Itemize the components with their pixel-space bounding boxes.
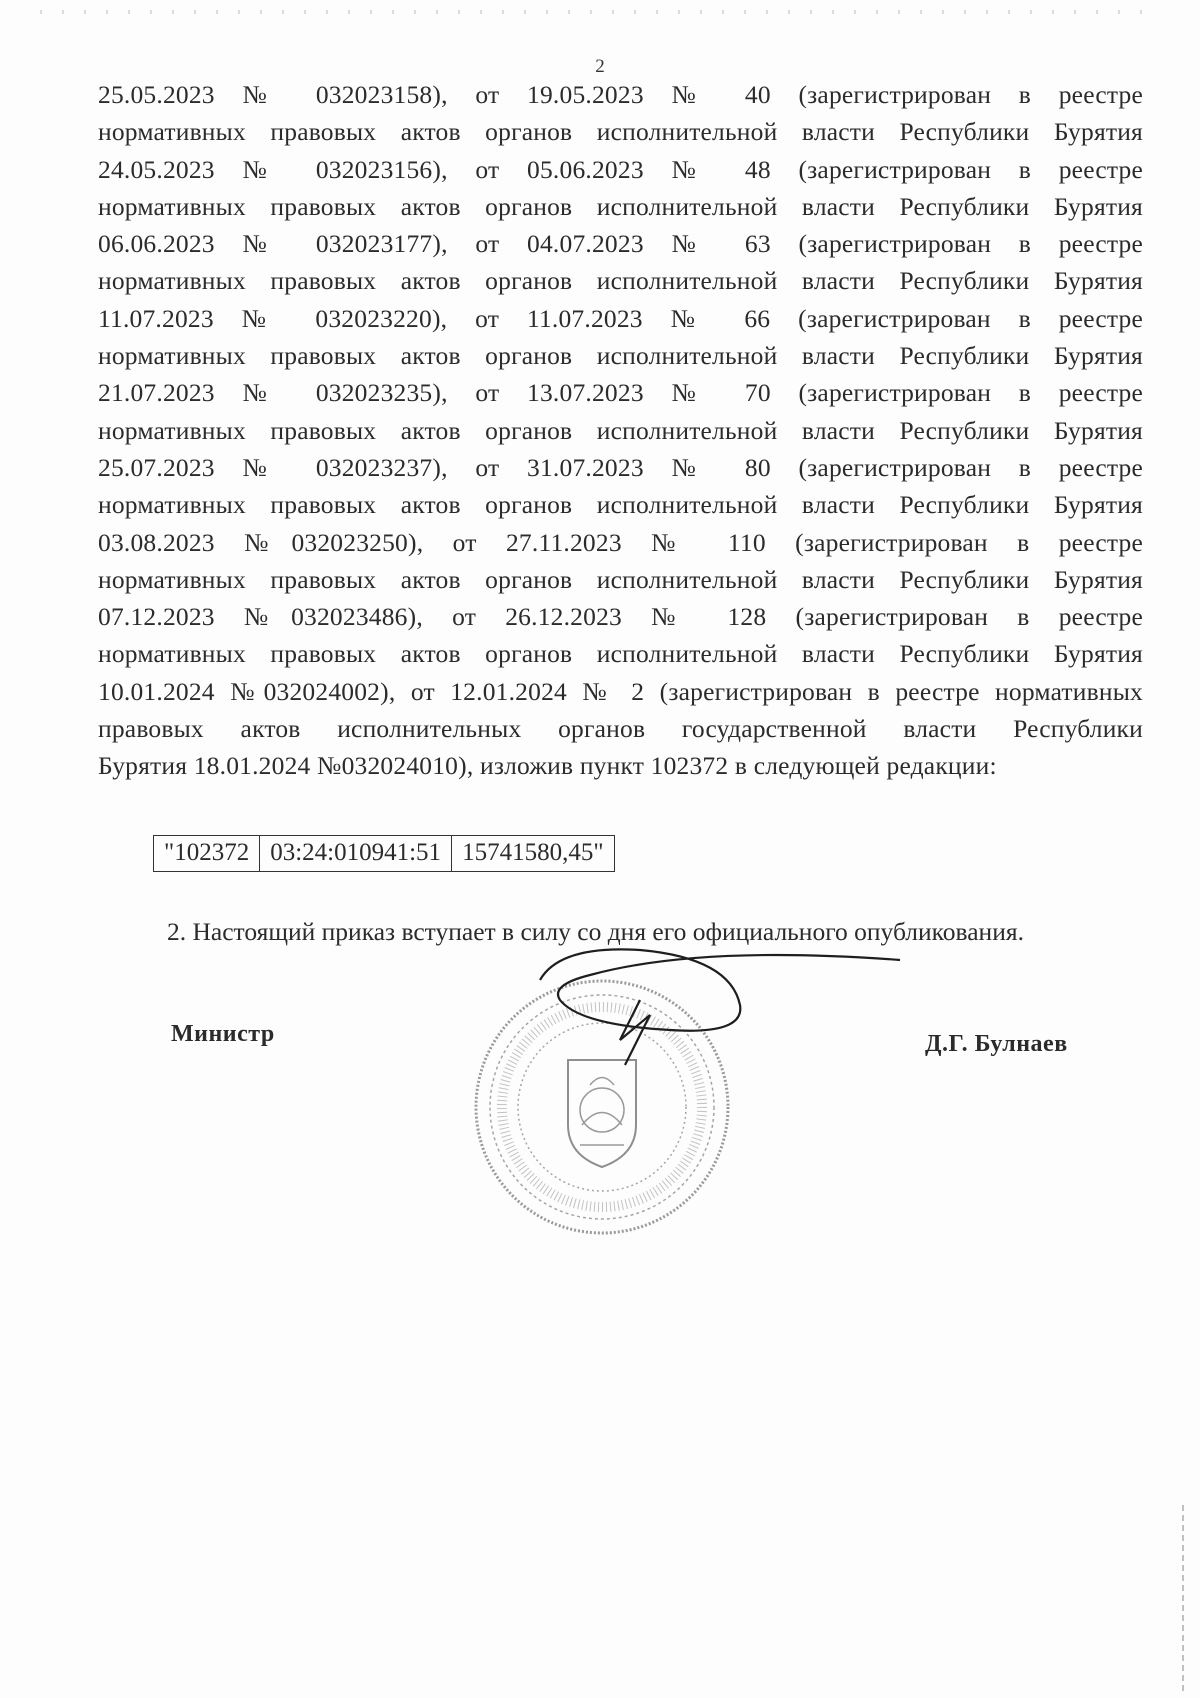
signer-name: Д.Г. Булнаев — [925, 1031, 1068, 1057]
body-line: 10.01.2024 №032024002), от 12.01.2024 № 2 (зарегистрирован в реестре нормативных — [98, 676, 1143, 706]
scan-artifact-dots — [40, 10, 1160, 14]
record-table — [153, 835, 615, 872]
body-line: 03.08.2023 №032023250), от 27.11.2023 № 110 (зарегистрирован в реестре — [98, 527, 1143, 557]
body-line: Бурятия 18.01.2024 №032024010), изложив пункт 102372 в следующей редакции: — [98, 751, 997, 781]
body-line: нормативных правовых актов органов исполнительной власти Республики Бурятия — [98, 639, 1143, 669]
page-number: 2 — [595, 56, 605, 77]
body-line: 21.07.2023 № 032023235), от 13.07.2023 № 70 (зарегистрирован в реестре — [98, 378, 1143, 408]
body-line: нормативных правовых актов органов исполнительной власти Республики Бурятия — [98, 564, 1143, 594]
body-line: нормативных правовых актов органов исполнительной власти Республики Бурятия — [98, 266, 1143, 296]
body-line: нормативных правовых актов органов исполнительной власти Республики Бурятия — [98, 415, 1143, 445]
item-2-paragraph: 2. Настоящий приказ вступает в силу со дня его официального опубликования. — [167, 917, 1024, 946]
body-line: 11.07.2023 № 032023220), от 11.07.2023 № 66 (зарегистрирован в реестре — [98, 303, 1143, 333]
body-line: 07.12.2023 №032023486), от 26.12.2023 № 128 (зарегистрирован в реестре — [98, 602, 1143, 632]
record-table-wrapper — [153, 835, 615, 872]
body-line: правовых актов исполнительных органов государственной власти Республики — [98, 714, 1143, 744]
table-cell-item-number: "102372 — [154, 836, 260, 872]
body-line: 25.07.2023 № 032023237), от 31.07.2023 № 80 (зарегистрирован в реестре — [98, 452, 1143, 482]
body-line: нормативных правовых актов органов исполнительной власти Республики Бурятия — [98, 191, 1143, 221]
body-line: 25.05.2023 № 032023158), от 19.05.2023 № 40 (зарегистрирован в реестре — [98, 80, 1143, 109]
table-cell-cadastral-number: 03:24:010941:51 — [260, 836, 452, 872]
scan-artifact-edge — [1182, 1505, 1184, 1695]
body-line: нормативных правовых актов органов исполнительной власти Республики Бурятия — [98, 490, 1143, 520]
table-row — [154, 836, 615, 872]
body-line: 06.06.2023 № 032023177), от 04.07.2023 № 63 (зарегистрирован в реестре — [98, 229, 1143, 259]
signer-title: Министр — [171, 1021, 275, 1047]
signature-icon — [520, 940, 910, 1090]
body-line: нормативных правовых актов органов исполнительной власти Республики Бурятия — [98, 341, 1143, 371]
body-paragraph — [98, 76, 1143, 785]
body-line: 24.05.2023 № 032023156), от 05.06.2023 № 48 (зарегистрирован в реестре — [98, 154, 1143, 184]
table-cell-value: 15741580,45" — [452, 836, 614, 872]
body-line: нормативных правовых актов органов исполнительной власти Республики Бурятия — [98, 117, 1143, 147]
